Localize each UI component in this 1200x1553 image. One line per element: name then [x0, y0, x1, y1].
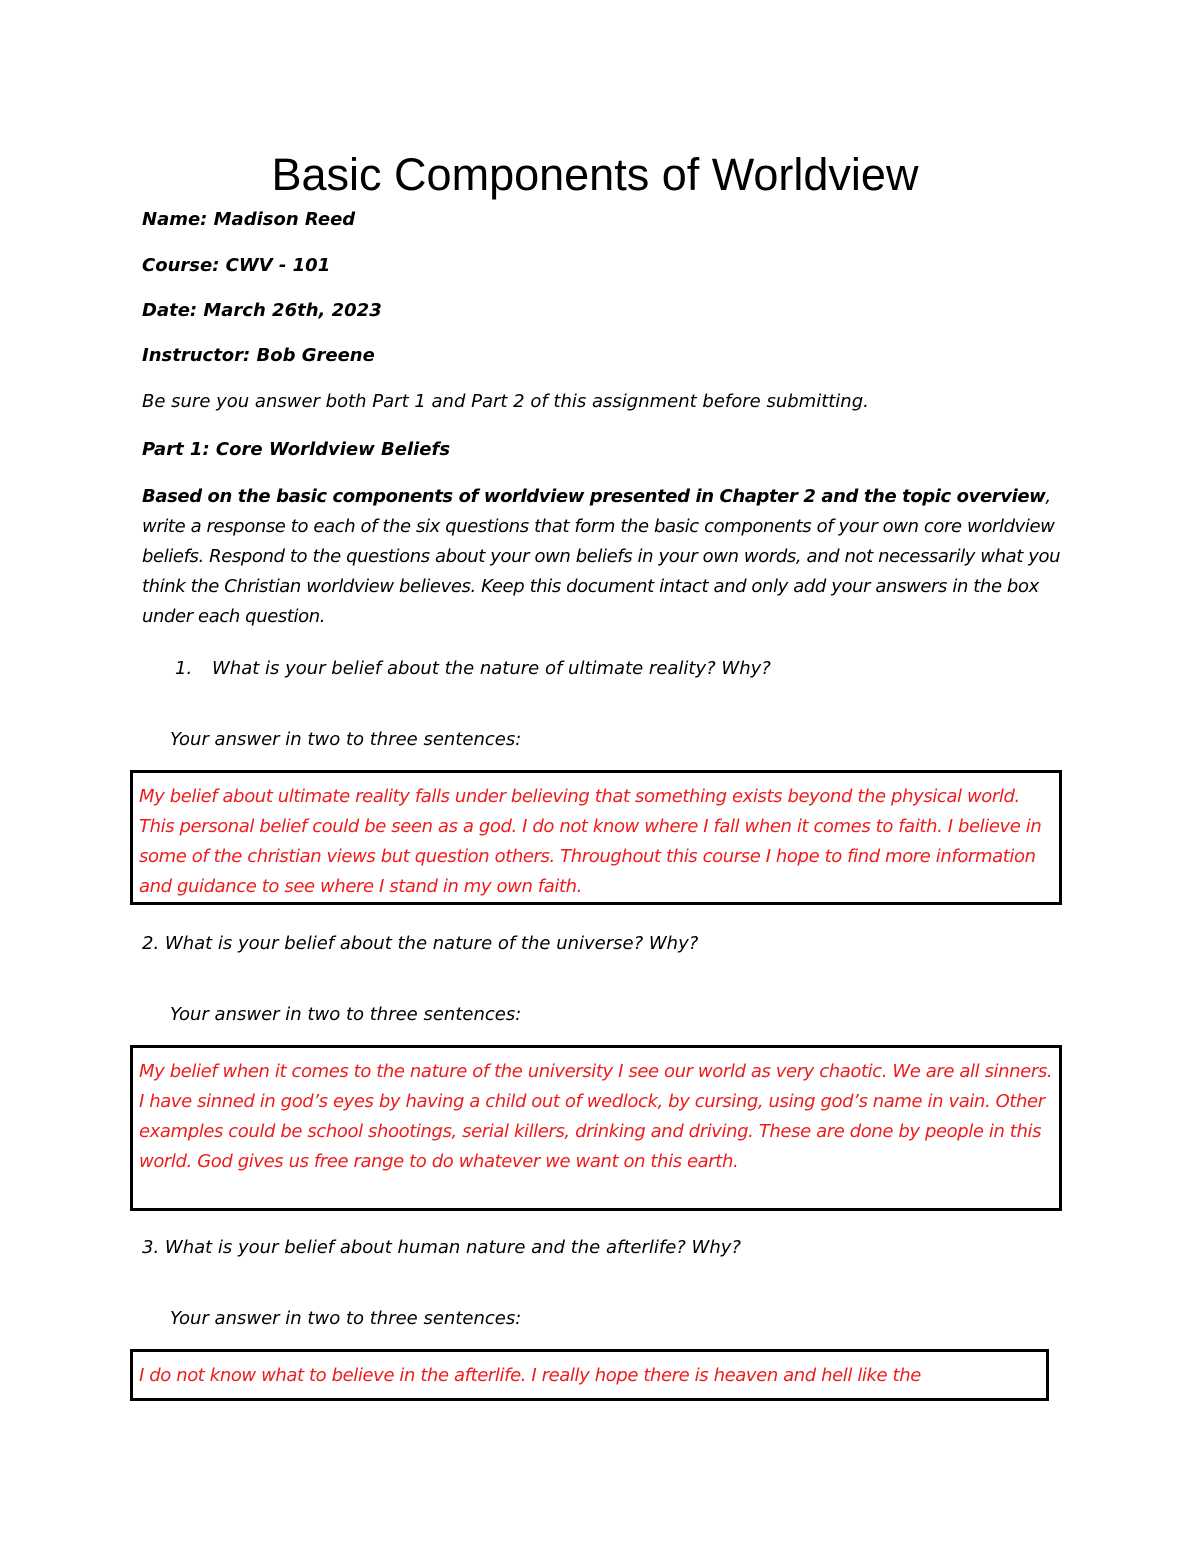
part1-heading: Part 1: Core Worldview Beliefs: [142, 439, 451, 460]
question-2-text: 2. What is your belief about the nature of the universe? Why?: [142, 933, 699, 954]
student-name: Name: Madison Reed: [142, 209, 356, 230]
question-2-prompt: Your answer in two to three sentences:: [170, 1004, 522, 1025]
question-1-number: 1.: [175, 658, 193, 679]
course-code: Course: CWV - 101: [142, 255, 331, 276]
part1-intro-lead: Based on the basic components of worldview presented in Chapter 2 and the topic overview: [142, 486, 1046, 507]
answer-box-2[interactable]: [130, 1045, 1062, 1211]
answer-1-text: My belief about ultimate reality falls under believing that something exists beyond the physical world. This personal belief could be seen as a god. I do not know where I fall when it comes to faith. I believe in some of the christian views but question others. Throughout this course I hope to find more information and guidance to see where I stand in my own faith.: [139, 786, 1042, 897]
answer-2-text: My belief when it comes to the nature of the university I see our world as very chaotic. We are all sinners. I have sinned in god’s eyes by having a child out of wedlock, by cursing, using god’s name in vain. Other examples could be school shootings, serial killers, drinking and driving. These are done by people in this world. God gives us free range to do whatever we want on this earth.: [139, 1061, 1053, 1172]
answer-3-text: I do not know what to believe in the afterlife. I really hope there is heaven and hell like the: [139, 1365, 921, 1386]
instructor-name: Instructor: Bob Greene: [142, 345, 375, 366]
question-1-text: What is your belief about the nature of ultimate reality? Why?: [212, 658, 771, 679]
answer-box-1[interactable]: [130, 770, 1062, 905]
part1-intro: [142, 482, 1062, 632]
question-3-text: 3. What is your belief about human nature and the afterlife? Why?: [142, 1237, 741, 1258]
submission-instruction: Be sure you answer both Part 1 and Part 2 of this assignment before submitting.: [142, 391, 869, 412]
part1-intro-rest: , write a response to each of the six questions that form the basic components of your own core worldview beliefs. Respond to the questions about your own beliefs in your own words, and not necessarily what you think the Christian worldview believes. Keep this document intact and only add your answers in the box under each question.: [142, 486, 1061, 627]
page-title: Basic Components of Worldview: [271, 149, 919, 200]
submission-date: Date: March 26th, 2023: [142, 300, 382, 321]
question-1-prompt: Your answer in two to three sentences:: [170, 729, 522, 750]
answer-box-3[interactable]: [130, 1349, 1049, 1401]
question-3-prompt: Your answer in two to three sentences:: [170, 1308, 522, 1329]
